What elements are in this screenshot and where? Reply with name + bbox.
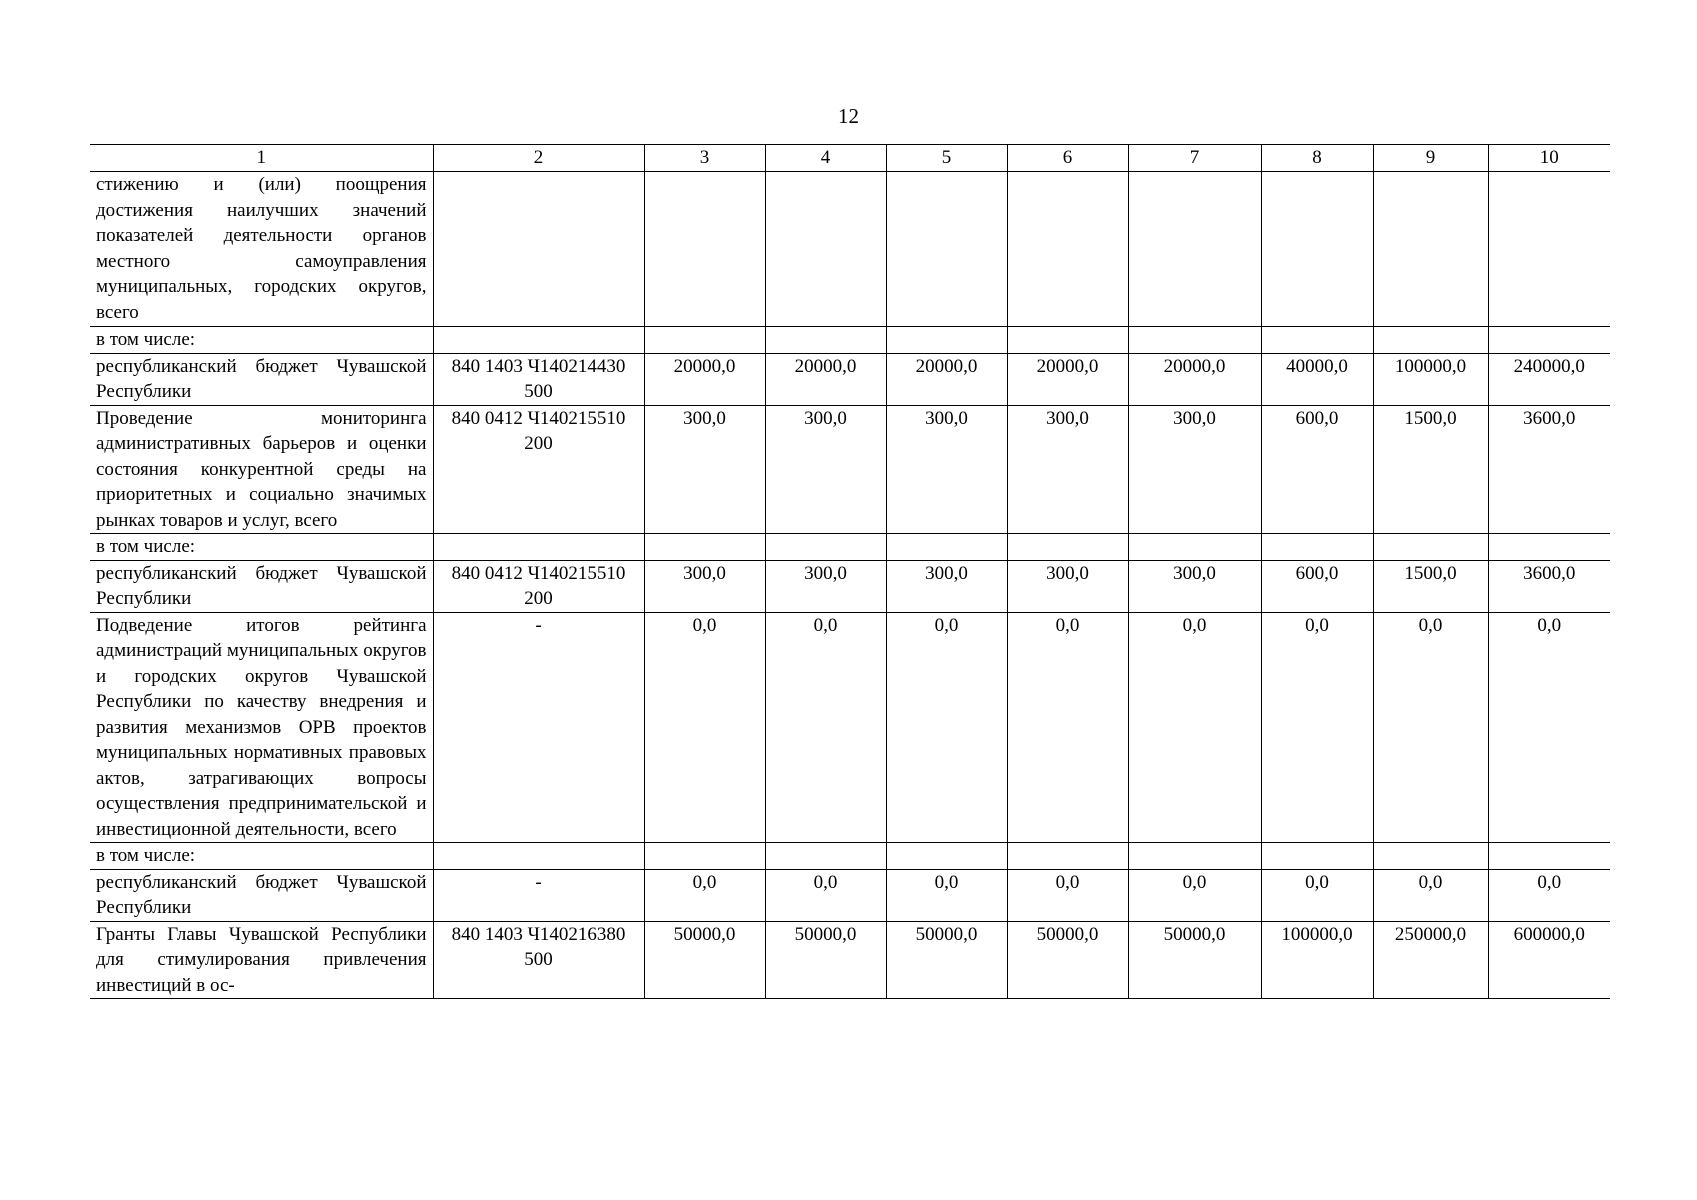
value-cell: [886, 327, 1007, 354]
table-row: [90, 353, 1610, 405]
row-name-cell: республиканский бюджет Чувашской Республики: [90, 869, 433, 921]
budget-table: [90, 144, 1610, 999]
value-cell: 0,0: [1128, 869, 1261, 921]
value-cell: 50000,0: [886, 921, 1007, 999]
value-cell: 0,0: [765, 869, 886, 921]
value-cell: [1128, 843, 1261, 870]
budget-code-cell: [433, 172, 644, 327]
value-cell: [1007, 327, 1128, 354]
value-cell: [1128, 327, 1261, 354]
value-cell: 40000,0: [1261, 353, 1373, 405]
row-name-cell: стижению и (или) поощрения достижения наилучших значений показателей деятельности органов местного самоуправления муниципальных, городских округов, всего: [90, 172, 433, 327]
value-cell: [1488, 172, 1610, 327]
value-cell: [886, 172, 1007, 327]
table-row: [90, 843, 1610, 870]
table-row: [90, 172, 1610, 327]
value-cell: 300,0: [886, 560, 1007, 612]
value-cell: 0,0: [1007, 612, 1128, 843]
value-cell: [1007, 843, 1128, 870]
value-cell: 0,0: [1488, 612, 1610, 843]
value-cell: [1261, 327, 1373, 354]
value-cell: 0,0: [886, 612, 1007, 843]
value-cell: [1373, 843, 1488, 870]
value-cell: 300,0: [644, 560, 765, 612]
column-header: 4: [765, 145, 886, 172]
column-header: 9: [1373, 145, 1488, 172]
value-cell: 3600,0: [1488, 560, 1610, 612]
value-cell: [644, 534, 765, 561]
value-cell: [765, 534, 886, 561]
column-header: 2: [433, 145, 644, 172]
value-cell: [1488, 843, 1610, 870]
value-cell: [1128, 172, 1261, 327]
value-cell: 0,0: [1261, 869, 1373, 921]
value-cell: 600,0: [1261, 560, 1373, 612]
budget-code-cell: 840 0412 Ч140215510 200: [433, 405, 644, 534]
row-name-cell: Проведение мониторинга административных барьеров и оценки состояния конкурентной среды на приоритетных и социально значимых рынках товаров и услуг, всего: [90, 405, 433, 534]
value-cell: 1500,0: [1373, 560, 1488, 612]
table-row: [90, 327, 1610, 354]
value-cell: 20000,0: [1007, 353, 1128, 405]
row-name-cell: в том числе:: [90, 843, 433, 870]
value-cell: [886, 843, 1007, 870]
table-row: [90, 612, 1610, 843]
table-row: [90, 405, 1610, 534]
value-cell: 300,0: [644, 405, 765, 534]
row-name-cell: Гранты Главы Чувашской Республики для стимулирования привлечения инвестиций в ос-: [90, 921, 433, 999]
value-cell: 0,0: [1373, 612, 1488, 843]
value-cell: [765, 843, 886, 870]
row-name-cell: республиканский бюджет Чувашской Республики: [90, 353, 433, 405]
value-cell: [1488, 534, 1610, 561]
value-cell: [1488, 327, 1610, 354]
value-cell: [644, 843, 765, 870]
column-header: 6: [1007, 145, 1128, 172]
value-cell: 300,0: [1128, 405, 1261, 534]
page-number: 12: [838, 104, 859, 128]
column-header: 1: [90, 145, 433, 172]
budget-code-cell: [433, 534, 644, 561]
column-header: 3: [644, 145, 765, 172]
budget-code-cell: [433, 327, 644, 354]
budget-code-cell: [433, 843, 644, 870]
value-cell: 0,0: [644, 612, 765, 843]
value-cell: 0,0: [1007, 869, 1128, 921]
value-cell: [1128, 534, 1261, 561]
value-cell: 0,0: [1128, 612, 1261, 843]
value-cell: 20000,0: [765, 353, 886, 405]
value-cell: 300,0: [1128, 560, 1261, 612]
row-name-cell: в том числе:: [90, 534, 433, 561]
value-cell: [765, 327, 886, 354]
column-header: 5: [886, 145, 1007, 172]
budget-code-cell: -: [433, 869, 644, 921]
row-name-cell: республиканский бюджет Чувашской Республики: [90, 560, 433, 612]
budget-code-cell: 840 1403 Ч140216380 500: [433, 921, 644, 999]
value-cell: 100000,0: [1261, 921, 1373, 999]
value-cell: 300,0: [765, 560, 886, 612]
value-cell: 1500,0: [1373, 405, 1488, 534]
value-cell: 50000,0: [644, 921, 765, 999]
value-cell: 50000,0: [765, 921, 886, 999]
value-cell: [1261, 843, 1373, 870]
value-cell: 300,0: [1007, 560, 1128, 612]
column-header: 10: [1488, 145, 1610, 172]
value-cell: 240000,0: [1488, 353, 1610, 405]
row-name-cell: в том числе:: [90, 327, 433, 354]
value-cell: 50000,0: [1128, 921, 1261, 999]
table-row: [90, 534, 1610, 561]
table-row: [90, 921, 1610, 999]
value-cell: 100000,0: [1373, 353, 1488, 405]
value-cell: 0,0: [1373, 869, 1488, 921]
value-cell: 0,0: [644, 869, 765, 921]
value-cell: 0,0: [886, 869, 1007, 921]
value-cell: 0,0: [765, 612, 886, 843]
value-cell: 50000,0: [1007, 921, 1128, 999]
value-cell: 300,0: [1007, 405, 1128, 534]
value-cell: [644, 172, 765, 327]
budget-code-cell: -: [433, 612, 644, 843]
value-cell: 20000,0: [886, 353, 1007, 405]
value-cell: 250000,0: [1373, 921, 1488, 999]
table-row: [90, 869, 1610, 921]
table-row: [90, 560, 1610, 612]
header-row: [90, 145, 1610, 172]
value-cell: 300,0: [886, 405, 1007, 534]
value-cell: [1373, 534, 1488, 561]
value-cell: [1007, 172, 1128, 327]
value-cell: [1261, 172, 1373, 327]
value-cell: [765, 172, 886, 327]
column-header: 8: [1261, 145, 1373, 172]
value-cell: 3600,0: [1488, 405, 1610, 534]
value-cell: 20000,0: [1128, 353, 1261, 405]
value-cell: [1373, 172, 1488, 327]
value-cell: 20000,0: [644, 353, 765, 405]
budget-code-cell: 840 1403 Ч140214430 500: [433, 353, 644, 405]
budget-code-cell: 840 0412 Ч140215510 200: [433, 560, 644, 612]
value-cell: [886, 534, 1007, 561]
value-cell: [1261, 534, 1373, 561]
row-name-cell: Подведение итогов рейтинга администраций муниципальных округов и городских округов Чувашской Республики по качеству внедрения и развития механизмов ОРВ проектов муниципальных нормативных правовых актов, затрагивающих вопросы осуществления предпринимательской и инвестиционной деятельности, всего: [90, 612, 433, 843]
value-cell: [1373, 327, 1488, 354]
value-cell: 0,0: [1261, 612, 1373, 843]
value-cell: 600,0: [1261, 405, 1373, 534]
value-cell: 300,0: [765, 405, 886, 534]
value-cell: 0,0: [1488, 869, 1610, 921]
column-header: 7: [1128, 145, 1261, 172]
value-cell: [644, 327, 765, 354]
value-cell: [1007, 534, 1128, 561]
value-cell: 600000,0: [1488, 921, 1610, 999]
